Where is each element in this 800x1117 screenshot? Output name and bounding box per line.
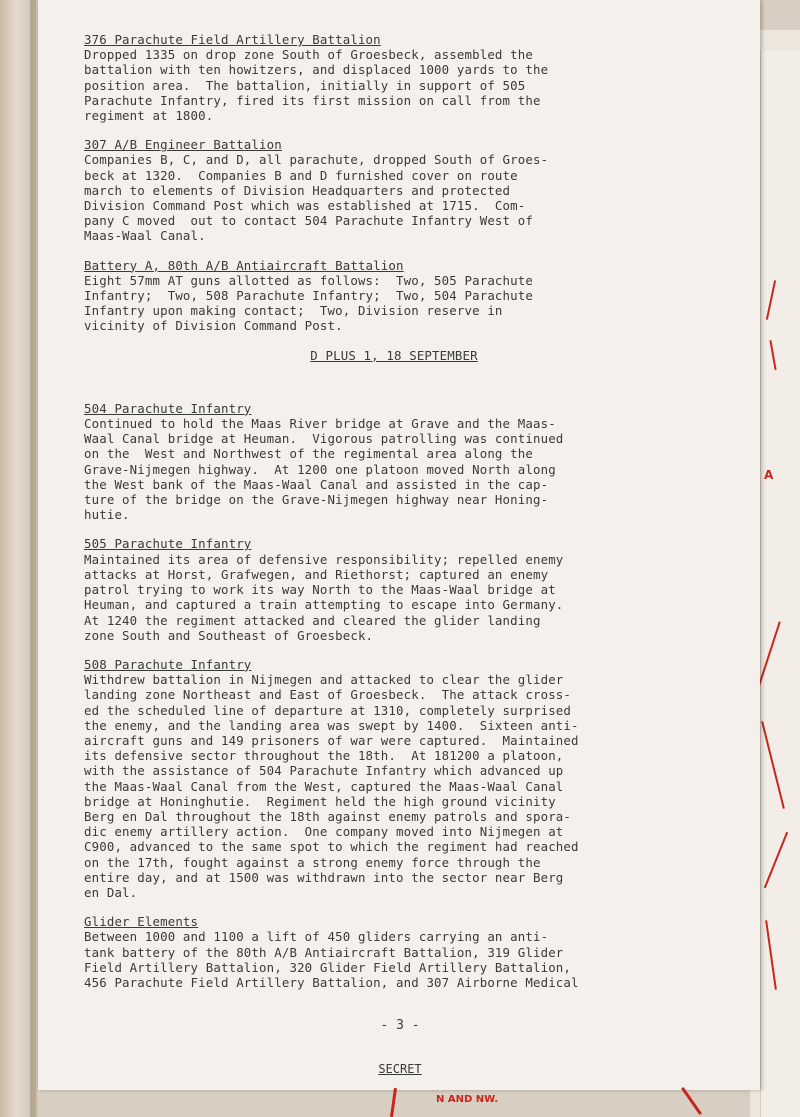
section-title: 505 Parachute Infantry [84, 536, 252, 552]
section-504-pi [84, 401, 684, 523]
section-title: 508 Parachute Infantry [84, 656, 252, 672]
margin-mark-a: A [764, 468, 774, 482]
section-title: 376 Parachute Field Artillery Battalion [84, 32, 381, 47]
document-text [84, 32, 684, 1004]
section-glider-elements [84, 914, 684, 990]
page-number: - 3 - [380, 1018, 420, 1033]
section-title: Battery A, 80th A/B Antiaircraft Battalion [84, 257, 404, 273]
day-heading: D PLUS 1, 18 SEPTEMBER [310, 347, 478, 363]
section-505-pi [84, 536, 684, 642]
red-pencil-line [681, 1087, 702, 1115]
section-376-pfa [84, 32, 684, 123]
margin-mark-n-and-nw: N AND NW. [436, 1094, 499, 1105]
section-307-engineer [84, 137, 684, 243]
section-body: Dropped 1335 on drop zone South of Groesbeck, assembled the battalion with ten howitzers, and displaced 1000 yards to the position area. The battalion, initially in support of 505 Parachute Infantry, fired its first mission on call from the regiment at 1800. [84, 47, 549, 124]
classification-marking: SECRET [378, 1062, 422, 1076]
section-body: Eight 57mm AT guns allotted as follows: Two, 505 Parachute Infantry; Two, 508 Parachute Infantry; Two, 504 Parachute Infantry upon making contact; Two, Division reserve in vicinity of Division Command Post. [84, 272, 533, 334]
section-body: Continued to hold the Maas River bridge at Grave and the Maas- Waal Canal bridge at Heuman. Vigorous patrolling was continued on the West and Northwest of the regimental area along the Grave-Nijmegen highway. At 1200 one platoon moved North along the West bank of the Maas-Waal Canal and assisted in the cap- ture of the bridge on the Grave-Nijmegen highway near Honing- hutie. [84, 416, 564, 523]
binder-strip [30, 0, 36, 1117]
section-508-pi [84, 657, 684, 900]
section-title: Glider Elements [84, 914, 199, 930]
section-body: Between 1000 and 1100 a lift of 450 gliders carrying an anti- tank battery of the 80th A/B Antiaircraft Battalion, 319 Glider Field Artillery Battalion, 320 Glider Field Artillery Battalion, 456 Parachute Field Artillery Battalion, and 307 Airborne Medical [84, 929, 579, 990]
section-title: 504 Parachute Infantry [84, 400, 252, 416]
section-body: Maintained its area of defensive responsibility; repelled enemy attacks at Horst, Grafwegen, and Riethorst; captured an enemy patrol trying to work its way North to the Maas-Waal bridge at Heuman, and captured a train attempting to escape into Germany. At 1240 the regiment attacked and cleared the glider landing zone South and Southeast of Groesbeck. [84, 551, 564, 643]
red-pencil-line [390, 1088, 397, 1117]
section-body: Withdrew battalion in Nijmegen and attacked to clear the glider landing zone Northeast and East of Groesbeck. The attack cross- ed the scheduled line of departure at 1310, completely surprised the enemy, and the landing area was swept by 1400. Sixteen anti- aircraft guns and 149 prisoners of war were captured. Maintained its defensive sector throughout the 18th. At 181200 a platoon, with the assistance of 504 Parachute Infantry which advanced up the Maas-Waal Canal from the West, captured the Maas-Waal Canal bridge at Honinghutie. Regiment held the high ground vicinity Berg en Dal throughout the 18th against enemy patrols and spora- dic enemy artillery action. One company moved into Nijmegen at C900, advanced to the same spot to which the regiment had reached on the 17th, fought against a strong enemy force through the entire day, and at 1500 was withdrawn into the sector near Berg en Dal. [84, 672, 579, 900]
section-body: Companies B, C, and D, all parachute, dropped South of Groes- beck at 1320. Companies B and D furnished cover on route march to elements of Division Headquarters and protected Division Command Post which was established at 1715. Com- pany C moved out to contact 504 Parachute Infantry West of Maas-Waal Canal. [84, 152, 549, 244]
section-title: 307 A/B Engineer Battalion [84, 137, 282, 153]
section-battery-a [84, 258, 684, 334]
underlying-map-sheet [760, 50, 800, 1117]
